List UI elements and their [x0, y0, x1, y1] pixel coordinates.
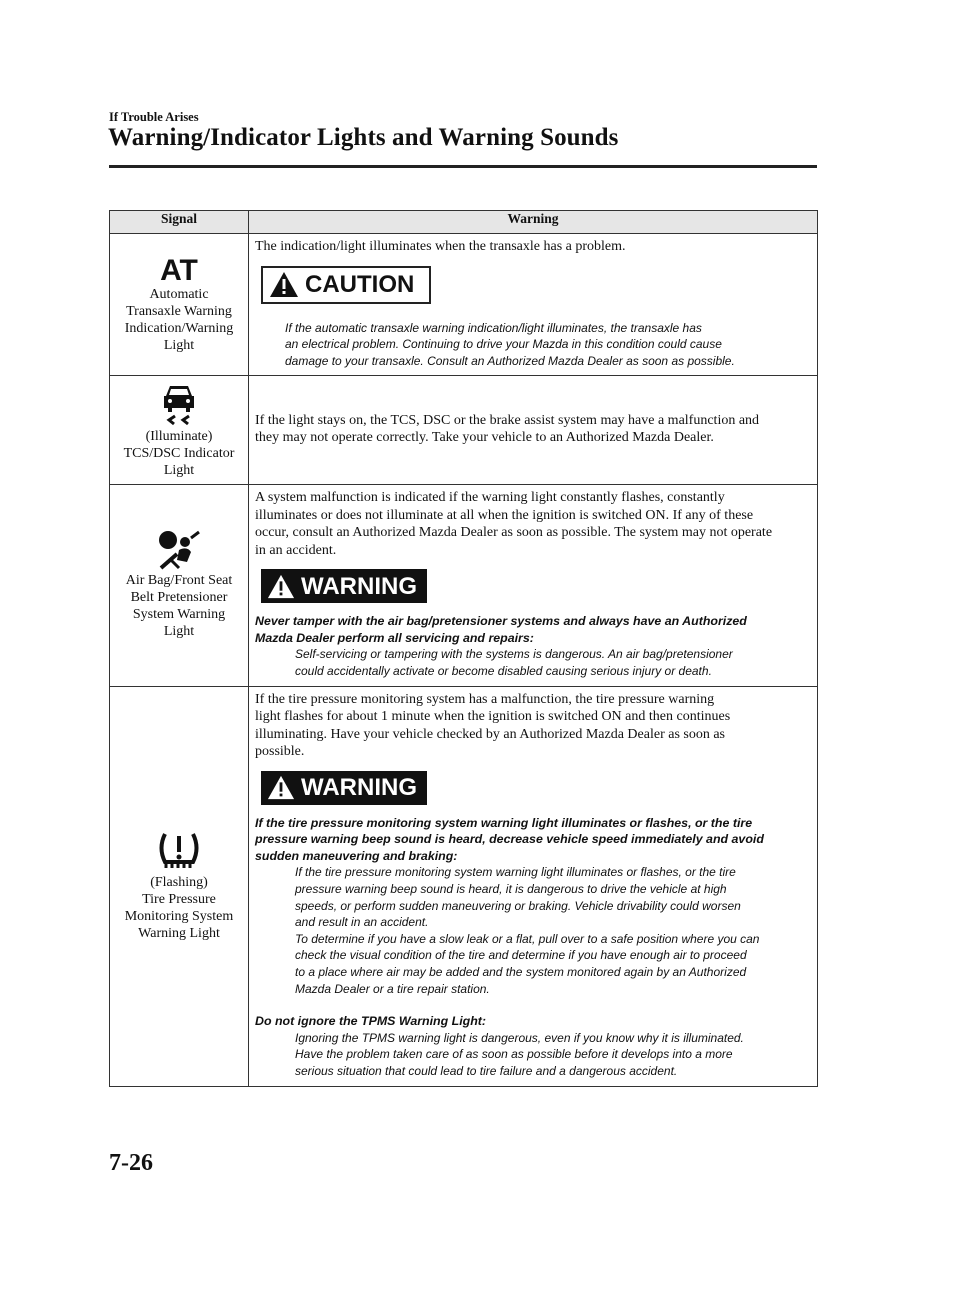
- table-row: [110, 485, 818, 686]
- airbag-icon: [157, 530, 201, 570]
- warning-text: If the light stays on, the TCS, DSC or the brake assist system may have a malfunction and they may not operate correctly. Take your vehicle to an Authorized Mazda Dealer.: [255, 412, 760, 446]
- signal-name: Automatic Transaxle Warning Indication/Warning Light: [124, 286, 234, 353]
- table-row: [110, 376, 818, 485]
- signal-name: Air Bag/Front Seat Belt Pretensioner System Warning Light: [125, 573, 233, 640]
- warning-text: If the tire pressure monitoring system has a malfunction, the tire pressure warning light flashes for about 1 minute when the ignition is switched ON and then continues illuminating. Have your vehicle checked by an Authorized Mazda Dealer as soon as possible.: [255, 691, 731, 760]
- caution-badge: [261, 266, 431, 304]
- at-icon: AT: [160, 253, 198, 287]
- signal-name: (Illuminate) TCS/DSC Indicator Light: [123, 428, 235, 478]
- page-number: 7-26: [109, 1150, 153, 1176]
- warning-heading: Never tamper with the air bag/pretensioner systems and always have an Authorized Mazda Dealer perform all servicing and repairs:: [255, 614, 747, 645]
- section-label: If Trouble Arises: [109, 110, 199, 124]
- tcs-dsc-icon: [162, 382, 196, 426]
- tpms-heading: Do not ignore the TPMS Warning Light:: [255, 1014, 487, 1029]
- table-row: [110, 686, 818, 1086]
- warning-badge: [261, 569, 427, 603]
- warning-badge: [261, 771, 427, 805]
- signal-name: (Flashing) Tire Pressure Monitoring System Warning Light: [124, 875, 234, 942]
- warning-note: Self-servicing or tampering with the systems is dangerous. An air bag/pretensioner could accidentally activate or become disabled causing serious injury or death.: [295, 647, 733, 679]
- caution-label: CAUTION: [305, 270, 415, 298]
- warning-text: A system malfunction is indicated if the warning light constantly flashes, constantly illuminates or does not illuminate at all when the ignition is switched ON. If any of these occur, consult an Authorized Mazda Dealer as soon as possible. The system may not operate in an accident.: [255, 490, 773, 558]
- warning-note: If the tire pressure monitoring system warning light illuminates or flashes, or the tire pressure warning beep sound is heard, it is dangerous to drive the vehicle at high speeds, or perform sudden maneuvering or braking. Vehicle drivability could worsen and result in an accident. To determine if you have a slow leak or a flat, pull over to a safe position where you can check the visual condition of the tire and determine if you have enough air to proceed to a place where air may be added and the system monitored again by an Authorized Mazda Dealer or a tire repair station.: [295, 865, 760, 996]
- warning-label: WARNING: [301, 572, 417, 600]
- warning-label: WARNING: [301, 773, 417, 801]
- warning-heading: If the tire pressure monitoring system warning light illuminates or flashes, or the tire pressure warning beep sound is heard, decrease vehicle speed immediately and avoid sudden maneuvering and braking:: [255, 815, 764, 863]
- header-signal: Signal: [110, 211, 249, 234]
- tire-pressure-icon: [156, 830, 202, 872]
- warning-text: The indication/light illuminates when the transaxle has a problem.: [255, 239, 626, 254]
- table-row: [110, 234, 818, 376]
- title-rule: [109, 165, 817, 168]
- tpms-note: Ignoring the TPMS warning light is dangerous, even if you know why it is illuminated. Have the problem taken care of as soon as possible before it develops into a more serious situation that could lead to tire failure and a dangerous accident.: [295, 1030, 744, 1078]
- warning-lights-table: [109, 210, 818, 1087]
- page-title: Warning/Indicator Lights and Warning Sounds: [108, 124, 619, 151]
- warning-triangle-icon: [269, 271, 299, 298]
- header-warning: Warning: [249, 211, 818, 234]
- warning-triangle-icon: [267, 774, 295, 801]
- warning-triangle-icon: [267, 573, 295, 600]
- caution-note: If the automatic transaxle warning indication/light illuminates, the transaxle has an electrical problem. Continuing to drive your Mazda in this condition could cause damage to your transaxle. Consult an Authorized Mazda Dealer as soon as possible.: [285, 320, 735, 368]
- table-header-row: [110, 211, 818, 234]
